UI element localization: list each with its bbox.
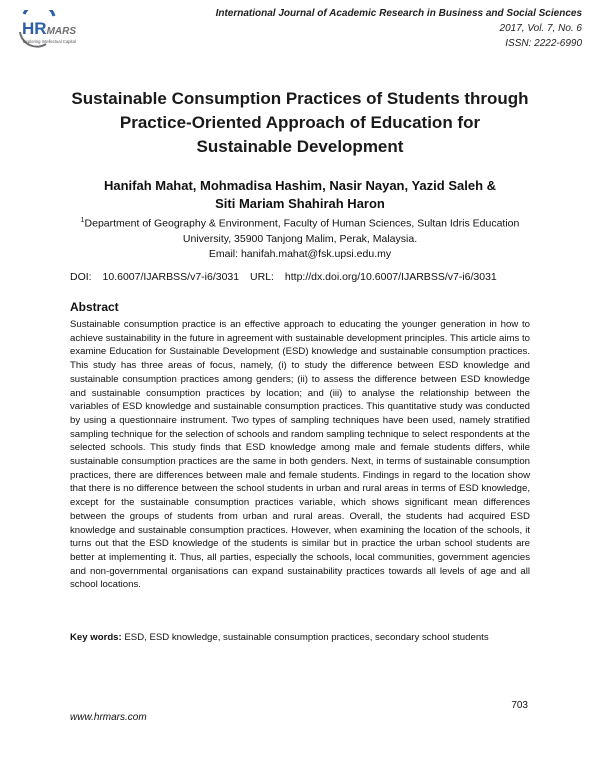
logo-text: HRMARS [22, 19, 77, 38]
affiliation-line-2: University, 35900 Tanjong Malim, Perak, Malaysia. [182, 232, 418, 245]
affiliation-text: Department of Geography & Environment, Faculty of Human Sciences, Sultan Idris Education [84, 217, 520, 230]
hrmars-logo-graphic [14, 10, 98, 50]
abstract-body: Sustainable consumption practice is an effective approach to educating the younger generation in how to achieve sustainability in the future in agreement with sustainable development principles. This article aims to examine Education for Sustainable Development (ESD) knowledge and sustainable consumption practices. This study has three areas of focus, namely, (i) to study the difference between ESD knowledge and sustainable consumption practices among genders; (ii) to assess the difference between ESD knowledge and sustainable consumption practices by location; and (iii) to analyse the relationship between the variables of ESD knowledge and sustainable consumption practices. This quantitative study was conducted by using a questionnaire instrument. Two types of sampling techniques have been used, namely stratified sampling technique for the selection of schools and random sampling technique to select respondents at the selected schools. This study finds that ESD knowledge among male and female students differs, while sustainable consumption practices are the same in both genders. Next, in terms of sustainable consumption practices, there are differences between male and female students. Findings in regard to the location show that there is no difference between the school students in urban and rural areas in terms of ESD knowledge, except for the sustainable consumption practices variable, which shows significant mean differences between the groups of students from urban and rural areas. Overall, the students had acquired ESD knowledge and sustainable consumption practices. However, when examining the location of the schools, it turns out that the ESD knowledge of the students is similar but in practice the urban school students are better at implementing it. Thus, all parties, especially the schools, local communities, government agencies and non-governmental organisations can expand sustainability practices towards all levels of age and all school locations. [70, 319, 530, 591]
page-number: 703 [511, 700, 528, 711]
keywords-label: Key words: [70, 632, 122, 643]
doi-line [70, 270, 540, 284]
keywords-line [70, 631, 540, 644]
affiliation-line-1 [40, 213, 560, 232]
author-email: Email: hanifah.mahat@fsk.upsi.edu.my [208, 247, 392, 260]
hrmars-logo [14, 10, 98, 50]
title-line: Sustainable Development [196, 137, 404, 156]
journal-issue: 2017, Vol. 7, No. 6 [499, 23, 582, 34]
authors-line: Hanifah Mahat, Mohmadisa Hashim, Nasir Nayan, Yazid Saleh & [103, 178, 497, 193]
affiliation-marker: 1 [80, 217, 85, 224]
keywords-text: ESD, ESD knowledge, sustainable consumption practices, secondary school students [124, 632, 489, 643]
url-label: URL: [250, 271, 274, 283]
doi-value[interactable]: 10.6007/IJARBSS/v7-i6/3031 [102, 271, 240, 283]
journal-name: International Journal of Academic Research in Business and Social Sciences [215, 8, 582, 19]
author-list [30, 177, 570, 213]
doi-label: DOI: [70, 271, 92, 283]
title-line: Practice-Oriented Approach of Education for [119, 113, 481, 132]
journal-header [216, 6, 582, 51]
abstract-heading: Abstract [70, 300, 119, 314]
url-link[interactable]: http://dx.doi.org/10.6007/IJARBSS/v7-i6/3031 [284, 271, 497, 283]
logo-tagline: Exploring Intellectual Capital [23, 39, 76, 44]
authors-line: Siti Mariam Shahirah Haron [215, 196, 385, 211]
journal-issn: ISSN: 2222-6990 [505, 38, 582, 49]
footer-url[interactable]: www.hrmars.com [70, 712, 147, 723]
title-line: Sustainable Consumption Practices of Students through [71, 89, 529, 108]
paper-title [40, 87, 560, 159]
affiliation [40, 213, 560, 262]
